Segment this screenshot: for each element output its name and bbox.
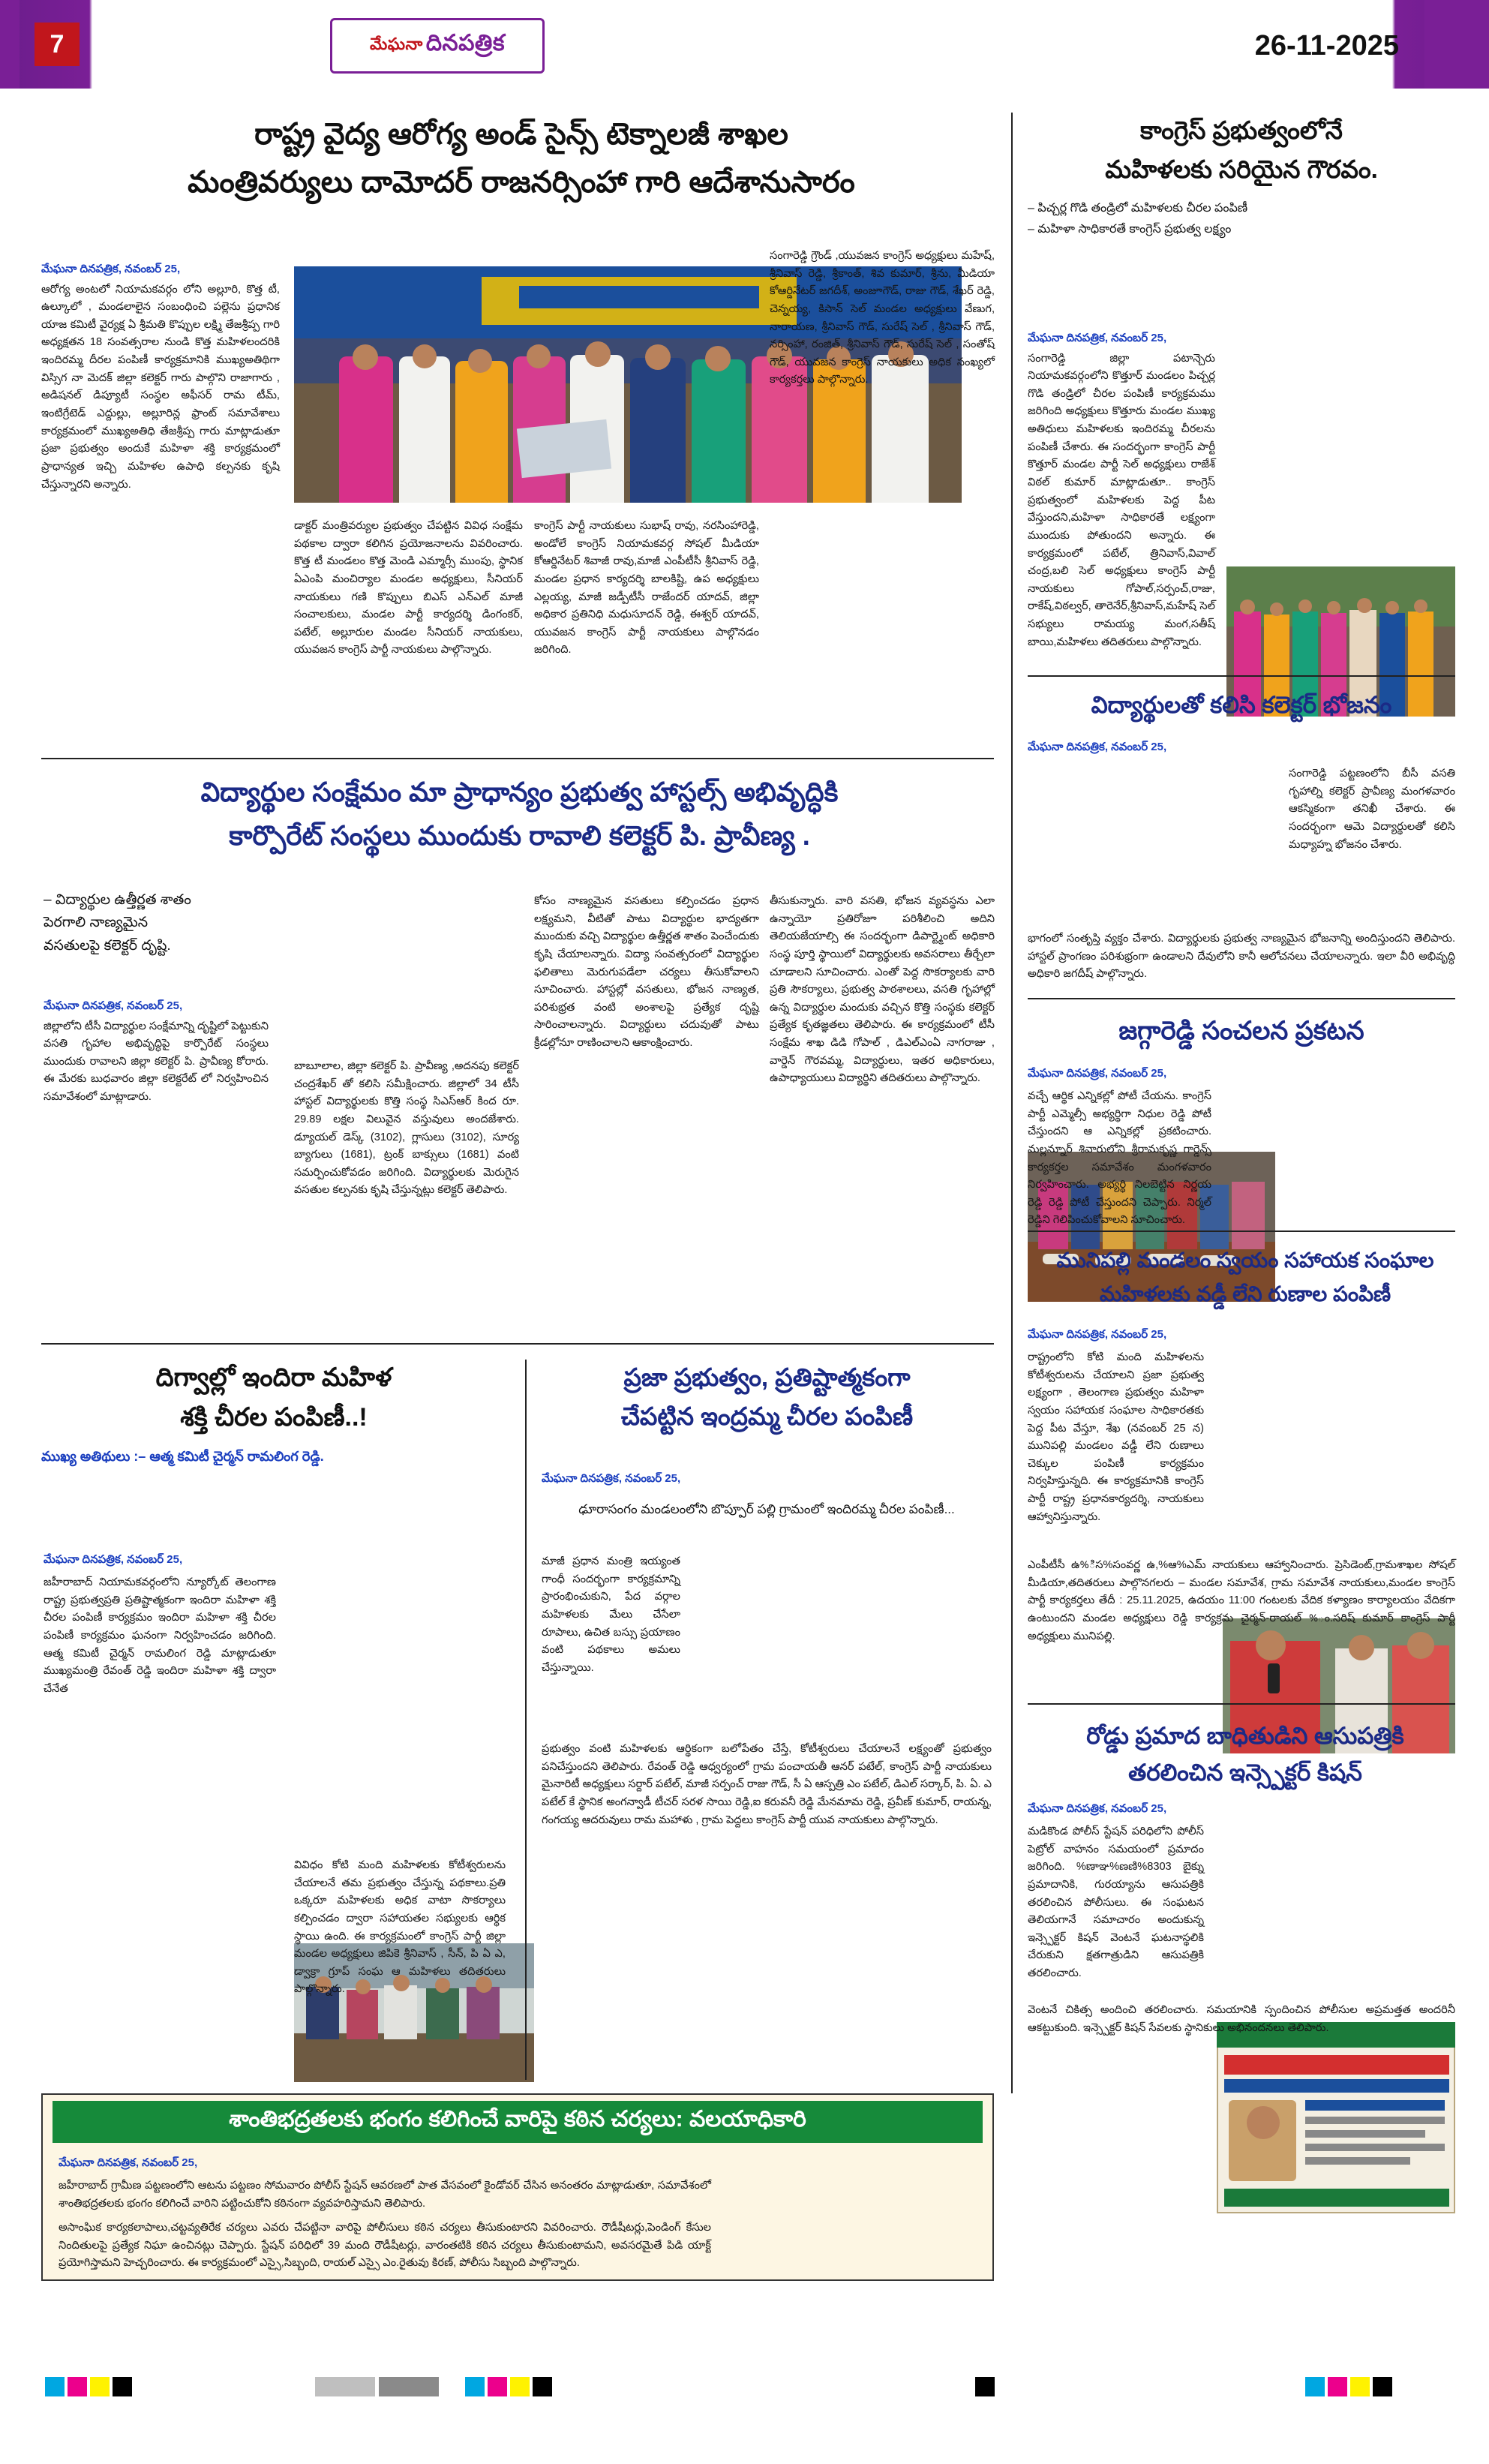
students-col1-text: జిల్లాలోని టీసీ విద్యార్థుల సంక్షేమాన్ని దృష్టిలో పెట్టుకుని వసతి గృహాల అభివృద్ధిపై కార్పొరేట్ సంస్థలు ముందుకు రావాలని జిల్లా కలెక్టర్ పి. ప్రావీణ్య కోరారు. ఈ మేరకు బుధవారం జిల్లా కలెక్టరేట్ లో నిర్వహించిన సమావేశంలో మాట్లాడారు. — [44, 1020, 269, 1104]
lead-col1-text: ఆరోగ్య అంటలో నియామకవర్గం లోని అల్లూరి, కొత్త టీ, ఉల్కూలో , మండలాలైన సంబంధించి పల్లెను ప్రధానిక యాజ కమిటీ వైర్యక్ష ఏ శ్రీమతి కొప్పుల లక్ష్మి తేజశ్రీప్ప గారి అధ్యక్షతన 18 సంవత్సరాల నుండి కొత్త మహిళలందరికి ఇందిరమ్మ దీరల పంపిణీ కార్యక్రమానికి ముఖ్యఅతిథిగా విస్సిగ నా మెదక్ జిల్లా కలెక్టర్ గారు పాల్గొని రాజాగారు , అడిషనల్ డిప్యూటీ సంస్థల అఫీసర్ రామ టీమ్, ఇంటిగ్రేటెడ్ ఎద్దుల్లు, అల్లూరిన్ల ఫ్రాంట్ సమావేశాలు కార్యక్రమంలో ముఖ్యఅతిధి తేజశ్రీప్ప గారు మాట్లాడుతూ ప్రజా ప్రభుత్వం అందుకే మహిళా శక్తి కార్యక్రమంలో ప్రాధాన్యత ఇచ్చి మహిళల ఉపాధి కల్పనకు కృషి చేస్తున్నారని అన్నారు. — [41, 283, 280, 491]
collector-meal-text-1: సంగారెడ్డి పట్టణంలోని బీసీ వసతి గృహాల్ని కలెక్టర్ ప్రావీణ్య మంగళవారం ఆకస్మికంగా తనిఖీ చేశారు. ఈ సందర్భంగా ఆమె విద్యార్థులతో కలిసి మధ్యాహ్న భోజనం చేశారు. — [1289, 768, 1455, 851]
jagga-text: వచ్చే ఆర్థిక ఎన్నికల్లో పోటీ చేయను. కాంగ్రెస్ పార్టీ ఎమ్మెల్సీ అభ్యర్థిగా నిధుల రెడ్డి పోటీ చేస్తుందని ఆ ఎన్నికల్లో ప్రకటించారు. మల్లన్నూర్ శివారులోని శ్రీరామకృష్ణ గార్డెన్స్ కార్యకర్తల సమావేశం మంగళవారం నిర్వహించారు. అభ్యర్థి నిలబెట్టిన నిర్ణయ రెడ్డి రెడ్డి పోటీ చేస్తుందని చెప్పారు. నిర్మల్ రెడ్డిని గెలిపించుకోవాలని సూచించారు. — [1028, 1090, 1211, 1227]
indiramma-story — [540, 1360, 994, 1435]
masthead — [0, 0, 1489, 89]
bottom-byline: మేఘనా దినపత్రిక, నవంబర్ 25, — [59, 2156, 198, 2169]
top-right-bullet-2: – మహిళా సాధికారతే కాంగ్రెస్ ప్రభుత్వ లక్ష్యం — [1028, 223, 1232, 236]
jagga-byline: మేఘనా దినపత్రిక, నవంబర్ 25, — [1028, 1067, 1167, 1080]
bottom-col-1: జహీరాబాద్ గ్రామీణ పట్టణంలోని ఆటను పట్టణం సోమవారం పోలీస్ స్టేషన్ ఆవరణలో పాత వేసవంలో కైండోవర్ చేసిన అనంతరం మాట్లాడుతూ, సమావేశంలో శాంతిభద్రతలకు భంగం కలిగించే వారిని పట్టించుకోని కఠినంగా వ్యవహరిస్తామని తెలిపారు. — [59, 2180, 711, 2210]
page-number-badge: 7 — [35, 23, 80, 66]
top-right-body — [1028, 330, 1215, 651]
munipalli-text-1: రాష్ట్రంలోని కోటి మంది మహిళలను కోటీశ్వరులను చేయాలని ప్రజా ప్రభుత్వ లక్ష్యంగా , తెలంగాణ ప్రభుత్వం మహిళా స్వయం సహాయక సంఘాల సాధికారతకు పెద్ద పీట వేస్తూ, శేఖ (నవంబర్ 25 న) మునిపల్లి మండలం వడ్డీ లేని రుణాలు చెక్కుల పంపిణీ కార్యక్రమం నిర్వహిస్తున్నది. ఈ కార్యక్రమానికి కాంగ్రెస్ పార్టీ రాష్ట్ర ప్రధానకార్యదర్శి, నాయకులు ఆహ్వానిస్తున్నారు. — [1028, 1351, 1204, 1523]
color-swatch-black-4 — [1373, 2377, 1392, 2396]
color-swatch-magenta-2 — [488, 2377, 507, 2396]
lead-col-3 — [534, 518, 759, 660]
lead-col-1 — [41, 261, 280, 494]
masthead-right-block — [1424, 0, 1489, 89]
road-text-2: వెంటనే చికిత్స అందించి తరలించారు. సమయానికి స్పందించిన పోలీసుల అప్రమత్తత అందరినీ ఆకట్టుకుంది. ఇన్స్పెక్టర్ కిషన్ సేవలకు స్థానికులు అభినందనలు తెలిపారు. — [1028, 2004, 1455, 2034]
digwal-guest-line: ముఖ్య అతిథులు :– ఆత్మ కమిటీ చైర్మన్ రామలింగ రెడ్డి. — [41, 1448, 324, 1464]
lead-col3-text: కాంగ్రెస్ పార్టీ నాయకులు సుభాష్ రావు, నరసింహారెడ్డి, అండోలే కాంగ్రెస్ నియామకవర్గ సోషల్ మీడియా కోఆర్డినేటర్ శివాజీ రావు,మాజీ ఎంపీటీసీ శ్రీనివాస్ రెడ్డి, మండల ప్రధాన కార్యదర్శి బాలకిష్టి, ఉప అధ్యక్షులు ఎల్లయ్య, మాజీ జడ్పీటీసీ రాజేందర్ యాదవ్, జిల్లా అధికార ప్రతినిధి మధుసూదన్ రెడ్డి, ఈశ్వర్ యాదవ్, యువజన కాంగ్రెస్ పార్టీ నాయకులు పాల్గొనడం జరిగింది. — [534, 520, 759, 657]
collector-meal-byline: మేఘనా దినపత్రిక, నవంబర్ 25, — [1028, 741, 1167, 753]
students-divider-top — [41, 758, 994, 759]
students-subhead — [44, 889, 269, 957]
students-sub-1: – విద్యార్థుల ఉత్తీర్ణత శాతం — [44, 892, 191, 908]
color-registration-bar — [0, 2363, 1489, 2423]
color-swatch-cyan — [45, 2377, 65, 2396]
color-swatch-black-3 — [975, 2377, 995, 2396]
right-divider-3 — [1028, 1230, 1455, 1232]
top-right-byline: మేఘనా దినపత్రిక, నవంబర్ 25, — [1028, 332, 1167, 344]
color-swatch-yellow-2 — [510, 2377, 530, 2396]
indiramma-subhead: ఢూరాసంగం మండలంలోని బొప్పూర్ పల్లి గ్రామంలో ఇందిరమ్మ చీరల పంపిణీ... — [578, 1502, 955, 1516]
lead-col-4 — [770, 248, 995, 389]
lead-headline-2: మంత్రివర్యులు దామోదర్ రాజనర్సింహా గారి ఆదేశానుసారం — [188, 166, 855, 199]
color-swatch-magenta — [68, 2377, 87, 2396]
digwal-byline: మేఘనా దినపత్రిక, నవంబర్ 25, — [44, 1553, 183, 1566]
top-right-bullet-1: – పిచ్చర్ల గొడి తండ్రిలో మహిళలకు చీరల పంపిణీ — [1028, 201, 1248, 215]
color-swatch-black — [113, 2377, 132, 2396]
lead-byline: మేఘనా దినపత్రిక, నవంబర్ 25, — [41, 263, 181, 275]
issue-date: 26-11-2025 — [1254, 30, 1399, 62]
color-swatch-gray-2 — [379, 2377, 439, 2396]
logo-prefix: మేఘనా — [369, 34, 423, 53]
collector-meal-story — [1028, 689, 1455, 723]
students-col-4: తీసుకున్నారు. వారి వసతి, భోజన వ్యవస్థను ఎలా ఉన్నాయో ప్రతిరోజూ పరిశీలించి అదిని తెలియజేయాల్సి ఈ సందర్భంగా డిపార్ట్మెంట్ అధికారి సంస్థ పూర్తి స్థాయిలో విద్యార్థులకు అవసరాలు తీర్చేలా చూడాలని సూచించారు. ఎంతో పెద్ద సొకర్యాలకు వారి ప్రతి సౌకర్యాలు, ప్రభుత్వ పాఠశాలలు, వసతి గృహాల్లో ఉన్న విద్యార్థుల మందుకు వచ్చిన కొత్తి సంస్థకు కలెక్టర్ ప్రత్యేక కృతజ్ఞతలు తెలిపారు. ఈ కార్యక్రమంలో టీసీ సంక్షేమ శాఖ డిడి గోపాల్ , డిఎల్ఎంఏ నాగరాజు , వార్డెన్ గౌరవమ్మ, విద్యార్థులు, ఇతర అధికారులు, ఉపాధ్యాయులు విద్యార్థిని తదితరులు పాల్గొన్నారు. — [770, 895, 995, 1085]
munipalli-flyer — [1217, 2022, 1455, 2213]
color-swatch-yellow — [90, 2377, 110, 2396]
indiramma-col-1: మాజీ ప్రధాన మంత్రి ఇయ్యంత గాంధీ సందర్భంగా కార్యక్రమాన్ని ప్రారంభించుకుని, పేద వర్గాల మహిళలకు మేలు చేసేలా రూపాలు, ఉచిత బస్సు ప్రయాణం వంటి పథకాలు అమలు చేస్తున్నాయి. — [542, 1555, 680, 1674]
students-sub-2: పెరగాలి నాణ్యమైన — [44, 915, 149, 931]
top-right-headline-1: కాంగ్రెస్ ప్రభుత్వంలోనే — [1140, 116, 1343, 144]
digwal-col-2: వివిధం కోటి మంది మహిళలకు కోటీశ్వరులను చేయాలనే తమ ప్రభుత్వం చేస్తున్న పథకాలు.ప్రతి ఒక్కరూ మహిళలకు అధిక వాటా సొకర్యాలు కల్పించడం ద్వారా సహాయతల సభ్యులకు ఆర్థిక స్థాయి ఉంది. ఈ కార్యక్రమంలో కాంగ్రెస్ పార్టీ జిల్లా మండల అధ్యక్షులు జిపికె శ్రీనివాస్ , సీన్, పి ఏ ఎ, డ్వాక్రా గ్రూప్ సంఘ ఆ మహిళలు తదితరులు పాల్గొన్నారు. — [294, 1859, 506, 1996]
right-divider-4 — [1028, 1703, 1455, 1705]
road-text-1: మడికొండ పోలీస్ స్టేషన్ పరిధిలోని పోలీస్ పెట్రోల్ వాహనం సమయంలో ప్రమాదం జరిగింది. %ణాఞ%ణణి%8303 బైక్ను ప్రమాదానికి, గురయ్యాను ఆసుపత్రికి తరలించిన పోలీసులు. ఈ సంఘటన తెలియగానే సమాచారం అందుకున్న ఇన్స్పెక్టర్ కిషన్ వెంటనే ఘటనాస్థలికి చేరుకుని క్షతగాత్రుడిని ఆసుపత్రికి తరలించారు. — [1028, 1825, 1204, 1980]
bottom-col-2: అసాంఘిక కార్యకలాపాలు,చట్టవ్యతిరేక చర్యలు ఎవరు చేపట్టినా వారిపై పోలీసులు కఠిన చర్యలు తీసుకుంటారని వివరించారు. రౌడీషీటర్లు,పెండింగ్ కేసుల నిందితులపై ప్రత్యేక నిఘా ఉంచినట్లు చెప్పారు. స్టేషన్ పరిధిలో 39 మంది రౌడీషీటర్లు, వారంతటికి కఠిన చర్యలు తీసుకుంటామని, అవసరమైతే పిడి యాక్ట్ ప్రయోగిస్తామని హెచ్చరించారు. ఈ కార్యక్రమంలో ఎస్సై,సిబ్బంది, రాయల్ ఎస్సై ఎం.రైతువు కిరణ్, పోలీసు సిబ్బంది పాల్గొన్నారు. — [59, 2222, 711, 2270]
students-col-3: కోసం నాణ్యమైన వసతులు కల్పించడం ప్రధాన లక్ష్యమని, వీటితో పాటు విద్యార్థుల భాద్యతగా ముందుకు వచ్చి విద్యార్థుల ఉత్తీర్ణత శాతం పెంచేందుకు కృషి చేయాలన్నారు. విద్యా సంవత్సరంలో విద్యార్థుల ఫలితాలు మెరుగుపడేలా చర్యలు తీసుకోవాలని సూచించారు. హాస్టల్లో వసతులు, భోజన నాణ్యత, పరిశుభ్రత వంటి అంశాలపై ప్రత్యేక దృష్టి సారించాలన్నారు. విద్యార్థులు చదువుతో పాటు క్రీడల్లోనూ రాణించాలని ఆకాంక్షించారు. — [534, 895, 759, 1050]
students-headline-2: కార్పొరేట్ సంస్థలు ముందుకు రావాలి కలెక్టర్ పి. ప్రావీణ్య . — [229, 820, 810, 852]
students-sub-3: వసతులపై కలెక్టర్ దృష్టి. — [44, 937, 171, 954]
lead-col-2 — [294, 518, 523, 660]
road-accident-story — [1028, 1720, 1463, 1790]
lead-story — [41, 113, 1001, 204]
road-byline: మేఘనా దినపత్రిక, నవంబర్ 25, — [1028, 1802, 1167, 1815]
road-headline-2: తరలించిన ఇన్స్పెక్టర్ కిషన్ — [1128, 1759, 1362, 1786]
digwal-story — [41, 1360, 506, 1468]
bottom-headline: శాంతిభద్రతలకు భంగం కలిగించే వారిపై కఠిన చర్యలు: వలయాధికారి — [229, 2106, 806, 2132]
students-divider-bottom — [41, 1343, 994, 1345]
students-byline: మేఘనా దినపత్రిక, నవంబర్ 25, — [44, 999, 183, 1012]
digwal-col-1: జహీరాబాద్ నియామకవర్గంలోని న్యూర్కోట్ తెలంగాణ రాష్ట్ర ప్రభుత్వప్రతి ప్రతిష్టాత్మకంగా ఇందిరా మహిళా శక్తి చీరల పంపిణీ కార్యక్రమం ఇందిరా మహిళా శక్తి చీరల పంపిణీ కార్యక్రమం ఘనంగా నిర్వహించడం జరిగింది. ఆత్మ కమిటీ చైర్మన్ రామలింగ రెడ్డి మాట్లాడుతూ ముఖ్యమంత్రి రేవంత్ రెడ్డి ఇందిరా మహిళా శక్తి ద్వారా చేనేత — [44, 1576, 276, 1695]
color-swatch-black-2 — [533, 2377, 552, 2396]
students-story — [41, 773, 998, 855]
indiramma-headline-1: ప్రజా ప్రభుత్వం, ప్రతిష్టాత్మకంగా — [623, 1363, 911, 1391]
color-swatch-cyan-2 — [465, 2377, 485, 2396]
color-swatch-gray-1 — [315, 2377, 375, 2396]
indiramma-byline: మేఘనా దినపత్రిక, నవంబర్ 25, — [542, 1472, 681, 1485]
masthead-left-block — [0, 0, 20, 89]
digwal-headline-2: శక్తి చీరల పంపిణీ..! — [180, 1403, 368, 1432]
students-col-1 — [44, 998, 269, 1107]
lead-col4-text: సంగారెడ్డి గ్రౌండ్ ,యువజన కాంగ్రెస్ అధ్యక్షులు మహేష్, శ్రీనివాస్ రెడ్డి, శ్రీకాంత్, శివ కుమార్, శ్రీను, మీడియా కోఆర్డినేటర్ జగదీశ్, అంజూగౌడ్, రాజు గౌడ్, శేఖర్ రెడ్డి, చెన్నయ్య, కిసాన్ సెల్ మండల అధ్యక్షులు వేణుగ, నారాయణ, శ్రీనివాస్ గౌడ్, సురేష్ సెల్ , శ్రీనివాస్ గౌడ్, నర్సింహా, రంజిత్, శ్రీనివాస్ గౌడ్, సురేష్ సెల్ , సంతోష్ గౌడ్, యువజన కాంగ్రెస్ నాయకులు అధిక సంఖ్యలో కార్యకర్తలు పాల్గొన్నారు. — [770, 250, 995, 386]
logo-title: దినపత్రిక — [425, 30, 506, 56]
right-divider-2 — [1028, 998, 1455, 999]
students-col-2: బాబూలాల, జిల్లా కలెక్టర్ పి. ప్రావీణ్య ,అదనపు కలెక్టర్ చంద్రశేఖర్ తో కలిసి సమీక్షించారు. జిల్లాలో 34 టీసీ హాస్టల్ విద్యార్థులకు కొత్తి సంస్థ సిఎస్ఆర్ కింద రూ. 29.89 లక్షల విలువైన వస్తువులు అందజేశారు. డ్యూయల్ డెస్క్ (3102), గ్లాసులు (3102), సూర్య బ్యాగులు (1681), ట్రంక్ బాక్సులు (1681) వంటి సమర్పించుకోవడం జరిగింది. విద్యార్థులకు మెరుగైన వసతుల కల్పనకు కృషి చేస్తున్నట్లు కలెక్టర్ తెలిపారు. — [294, 1060, 519, 1197]
color-swatch-cyan-3 — [1305, 2377, 1325, 2396]
color-swatch-yellow-3 — [1350, 2377, 1370, 2396]
bottom-headline-band — [53, 2101, 983, 2143]
collector-meal-headline: విద్యార్థులతో కలిసి కలెక్టర్ భోజనం — [1091, 692, 1392, 718]
collector-meal-text-2: భాగంలో సంతృప్తి వ్యక్తం చేశారు. విద్యార్థులకు ప్రభుత్వ నాణ్యమైన భోజనాన్ని అందిస్తుందని తెలిపారు. హాస్టల్ ప్రాంగణం పరిశుభ్రంగా ఉండాలని దేవులోని కానీ ఆలోచనలు చేయాలన్నారు. ఇలా వీరి అభివృద్ధి అధికారి జగదీష్ పాల్గొన్నారు. — [1028, 933, 1455, 981]
right-column-divider — [1011, 113, 1013, 2093]
color-swatch-magenta-3 — [1328, 2377, 1347, 2396]
road-headline-1: రోడ్డు ప్రమాద బాధితుడిని ఆసుపత్రికి — [1086, 1723, 1404, 1749]
students-headline-1: విద్యార్థుల సంక్షేమం మా ప్రాధాన్యం ప్రభుత్వ హాస్టల్స్ అభివృద్ధికి — [200, 777, 839, 807]
munipalli-byline: మేఘనా దినపత్రిక, నవంబర్ 25, — [1028, 1328, 1167, 1341]
digwal-headline-1: దిగ్వాల్లో ఇందిరా మహిళ — [155, 1363, 392, 1392]
indiramma-headline-2: చేపట్టిన ఇంద్రమ్మ చీరల పంపిణీ — [620, 1402, 914, 1430]
lead-headline-1: రాష్ట్ర వైద్య ఆరోగ్య అండ్ సైన్స్ టెక్నాలజీ శాఖల — [254, 118, 788, 151]
top-right-headline-2: మహిళలకు సరియైన గౌరవం. — [1105, 155, 1378, 183]
right-divider-1 — [1028, 675, 1455, 677]
jagga-headline: జగ్గారెడ్డి సంచలన ప్రకటన — [1118, 1017, 1364, 1045]
top-right-text: సంగారెడ్డి జిల్లా పటాన్చెరు నియామకవర్గంలోని కొత్తూర్ మండలం పిచ్చర్ల గొడి తండ్రిలో చీరల పంపిణీ కార్యక్రమము జరిగింది అధ్యక్షులు కొత్తూరు మండల ముఖ్య అతిధులు మహిళలకు ఇందిరమ్మ చీరలను పంపిణీ చేశారు. ఈ సందర్భంగా కాంగ్రెస్ పార్టీ కొత్తూర్ మండల పార్టీ సెల్ అధ్యక్షులు రాజేశ్ విఠల్ కుమార్ మాట్లాడుతూ.. కాంగ్రెస్ ప్రభుత్వంలో మహిళలకు పెద్ద పీట వేస్తుందని,మహిళా సాధికారతే లక్ష్యంగా ముందుకు పోతుందని అన్నారు. ఈ కార్యక్రమంలో పటేల్, త్రినివాస్,వివాల్ చంద్ర,బలి సెల్ అధ్యక్షులు కాంగ్రెస్ పార్టీ నాయకులు గోపాల్,సర్పంచ్,రాజు, రాకేష్,విఠల్వర్, తారెనేర్,శ్రీనివాస్,మహేష్ సెల్ సభ్యులు రామయ్య మంగ,సతీష్ బాయి,మహిళలు తదితరులు పాల్గొన్నారు. — [1028, 352, 1215, 648]
munipalli-headline-1: మునిపల్లి మండలం స్వయం సహాయక సంఘాల — [1056, 1249, 1434, 1272]
munipalli-headline-2: మహిళలకు వడ్డీ లేని రుణాల పంపిణీ — [1099, 1282, 1391, 1306]
munipalli-story — [1028, 1246, 1463, 1309]
publication-logo — [330, 18, 545, 74]
digwal-indiramma-divider — [525, 1360, 527, 2080]
indiramma-col-2: ప్రభుత్వం వంటి మహిళలకు ఆర్థికంగా బలోపేతం చేస్తే, కోటీశ్వరులు చేయాలనే లక్ష్యంతో ప్రభుత్వం పనిచేస్తుందని తెలిపారు. రేవంత్ రెడ్డి ఆధ్వర్యంలో గ్రామ పంచాయతీ ఆనర్ పటేల్, కాంగ్రెస్ పార్టీ నాయకులు మైనారిటీ అధ్యక్షులు సర్దార్ పటేల్, మాజీ సర్పంచ్ రాజు గౌడ్, సీ ఏ ఆస్పత్రి ఎం పటేల్, డిఎల్ సర్కార్, పి. ఏ. ఎ పటేల్ కే స్థానిక అంగన్వాడీ టీచర్ సరళ సాయి రెడ్డి,ఐ కరువనీ రెడ్డి మేనమామ రెడ్డి, ప్రవీణ్ కుమార్, రాయన్న, గంగయ్య ఆదరువులు రామ మహాళు , గ్రామ పెద్దలు కాంగ్రెస్ పార్టీ యువ నాయకులు పాల్గొన్నారు. — [542, 1743, 992, 1826]
top-right-story — [1028, 113, 1455, 241]
munipalli-text-2: ఎంపీటీసీ ఉ%ిస%సంవర్ణ ఉ,%ఆ%ఎమ్ నాయకులు ఆహ్వానించారు. ప్రెసిడెంట్,గ్రామశాఖల సోషల్ మీడియా,తదితరులు పాల్గొనగలరు – మండల సమావేశ, గ్రామ సమావేశ నాయకులు,మండల కాంగ్రెస్ పార్టీ కార్యకర్తలు తేదీ : 25.11.2025, ఉదయం 11:00 గంటలకు వేదిక కళ్యాణం కార్యాలయం వేదికగా ఉంటుందని మండల అధ్యక్షులు రెడ్డి కార్యక్రమ చైర్మన్-రాయల్ %ం.సరిష్ కుమార్ కాంగ్రెస్ పార్టీ అధ్యక్షులు మునిపల్లి. — [1028, 1559, 1455, 1642]
lead-col2-text: డాక్టర్ మంత్రివర్యుల ప్రభుత్వం చేపట్టిన వివిధ సంక్షేమ పథకాల ద్వారా కలిగిన ప్రయోజనాలను వివరించారు. కొత్త టీ మండలం కొత్త మెండి ఎమ్మార్సీ ముంపు, స్థానిక ఏఎంపి మంచిర్యాల మండల అధ్యక్షులు, సీనియర్ నాయకులు గణి కొప్పులు బిఎస్ ఎన్ఎల్ మాజీ సంచాలకులు, మండల పార్టీ కార్యదర్శి డింగంకర్, పటేల్, అల్లూరుల మండల సీనియర్ నాయకులు, యువజన కాంగ్రెస్ పార్టీ నాయకులు పాల్గొన్నారు. — [294, 520, 523, 657]
